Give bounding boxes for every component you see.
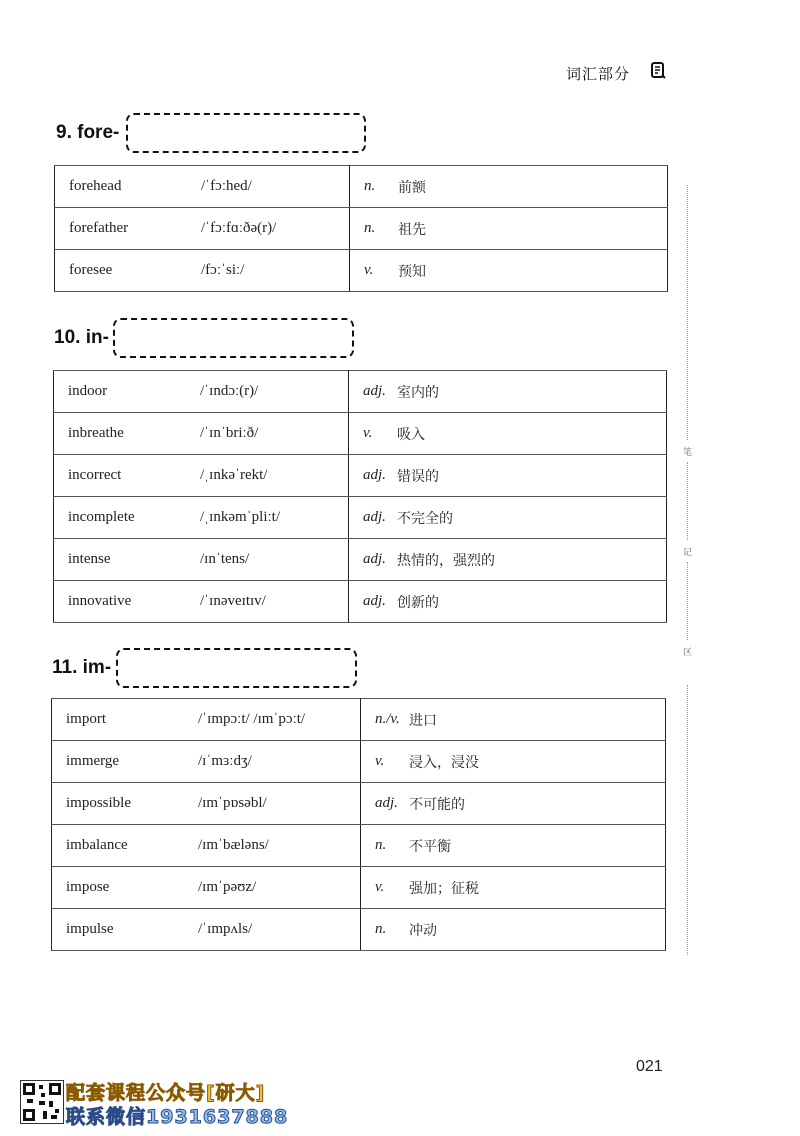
meaning: 热情的，强烈的 [397, 539, 667, 581]
table-row [55, 166, 668, 208]
part-of-speech: v. [349, 413, 398, 455]
section-11-table [51, 698, 666, 951]
word: impulse [52, 909, 199, 951]
section-9-label: 9. fore- [56, 122, 120, 143]
word: immerge [52, 741, 199, 783]
part-of-speech: v. [361, 867, 410, 909]
section-9-blank-box[interactable] [126, 113, 366, 153]
meaning: 创新的 [397, 581, 667, 623]
table-row [54, 581, 667, 623]
part-of-speech: v. [350, 250, 399, 292]
table-row [54, 371, 667, 413]
word: impose [52, 867, 199, 909]
notes-divider-bottom [687, 685, 688, 955]
part-of-speech: adj. [349, 455, 398, 497]
part-of-speech: adj. [349, 539, 398, 581]
meaning: 不完全的 [397, 497, 667, 539]
meaning: 浸入，浸没 [409, 741, 666, 783]
page-number: 021 [636, 1058, 663, 1075]
table-row [55, 250, 668, 292]
meaning: 错误的 [397, 455, 667, 497]
phonetic: /ˈɪmpʌls/ [198, 909, 361, 951]
phonetic: /ˈɪndɔː(r)/ [200, 371, 349, 413]
phonetic: /ˌɪnkəmˈpliːt/ [200, 497, 349, 539]
phonetic: /ˌɪnkəˈrekt/ [200, 455, 349, 497]
notes-divider-mid2 [687, 562, 688, 640]
part-of-speech: adj. [349, 371, 398, 413]
qr-code-icon [20, 1080, 64, 1124]
phonetic: /ɪnˈtens/ [200, 539, 349, 581]
meaning: 吸入 [397, 413, 667, 455]
table-row [54, 413, 667, 455]
part-of-speech: adj. [349, 497, 398, 539]
table-row [54, 455, 667, 497]
section-11-label: 11. im- [52, 657, 112, 678]
table-row [55, 208, 668, 250]
part-of-speech: n. [350, 166, 399, 208]
phonetic: /ˈɪmpɔːt/ /ɪmˈpɔːt/ [198, 699, 361, 741]
meaning: 冲动 [409, 909, 666, 951]
meaning: 不平衡 [409, 825, 666, 867]
phonetic: /ɪmˈbæləns/ [198, 825, 361, 867]
table-row [52, 825, 666, 867]
part-of-speech: n. [361, 909, 410, 951]
word: impossible [52, 783, 199, 825]
phonetic: /ˈɪnəveɪtɪv/ [200, 581, 349, 623]
page-header-title: 词汇部分 [566, 65, 631, 83]
side-note-char: 记 [683, 548, 693, 558]
section-10-blank-box[interactable] [113, 318, 354, 358]
side-note-char: 区 [683, 648, 693, 658]
table-row [54, 497, 667, 539]
part-of-speech: n. [350, 208, 399, 250]
section-9-table [54, 165, 668, 292]
phonetic: /fɔːˈsiː/ [201, 250, 350, 292]
part-of-speech: n. [361, 825, 410, 867]
notebook-icon [650, 62, 666, 79]
word: incomplete [54, 497, 201, 539]
phonetic: /ˈfɔːfɑːðə(r)/ [201, 208, 350, 250]
part-of-speech: adj. [349, 581, 398, 623]
meaning: 室内的 [397, 371, 667, 413]
word: import [52, 699, 199, 741]
word: inbreathe [54, 413, 201, 455]
word: incorrect [54, 455, 201, 497]
phonetic: /ˈɪnˈbriːð/ [200, 413, 349, 455]
part-of-speech: adj. [361, 783, 410, 825]
phonetic: /ɪmˈpəʊz/ [198, 867, 361, 909]
phonetic: /ɪmˈpɒsəbl/ [198, 783, 361, 825]
part-of-speech: v. [361, 741, 410, 783]
part-of-speech: n./v. [361, 699, 410, 741]
meaning: 强加；征税 [409, 867, 666, 909]
side-note-char: 笔 [683, 448, 693, 458]
table-row [52, 783, 666, 825]
table-row [52, 741, 666, 783]
word: indoor [54, 371, 201, 413]
table-row [52, 909, 666, 951]
phonetic: /ˈfɔːhed/ [201, 166, 350, 208]
word: forefather [55, 208, 202, 250]
notes-divider-top [687, 185, 688, 440]
word: innovative [54, 581, 201, 623]
word: intense [54, 539, 201, 581]
phonetic: /ɪˈmɜːdʒ/ [198, 741, 361, 783]
table-row [52, 867, 666, 909]
meaning: 不可能的 [409, 783, 666, 825]
section-10-table [53, 370, 667, 623]
meaning: 祖先 [398, 208, 668, 250]
notes-divider-mid [687, 462, 688, 540]
promo-line-2: 联系微信1931637888 [66, 1106, 289, 1128]
table-row [54, 539, 667, 581]
word: forehead [55, 166, 202, 208]
word: imbalance [52, 825, 199, 867]
section-11-blank-box[interactable] [116, 648, 357, 688]
meaning: 前额 [398, 166, 668, 208]
word: foresee [55, 250, 202, 292]
promo-line-1: 配套课程公众号[研大] [66, 1082, 266, 1104]
meaning: 进口 [409, 699, 666, 741]
meaning: 预知 [398, 250, 668, 292]
table-row [52, 699, 666, 741]
section-10-label: 10. in- [54, 327, 109, 348]
